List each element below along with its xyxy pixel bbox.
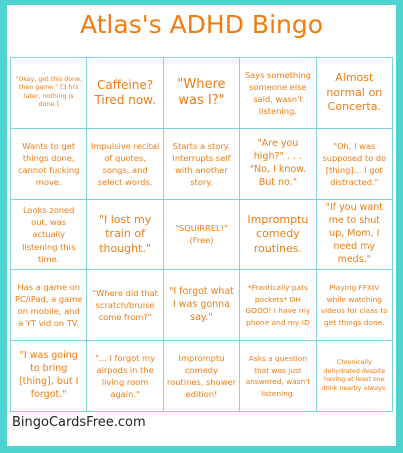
bingo-cell-r3c2: "I lost my train of thought." (87, 200, 163, 271)
bingo-cell-r3c4: Impromptu comedy routines. (240, 200, 316, 271)
bingo-cell-r5c2: "... I forgot my airpods in the living room again." (87, 341, 163, 412)
bingo-cell-r3c3-free: "SQUIRREL!" (Free) (164, 200, 240, 271)
bingo-cell-r2c4: "Are you high?" . . . "No, I know. But no." (240, 129, 316, 200)
bingo-card (7, 5, 396, 446)
bingo-cell-r1c4: Says something someone else said, wasn't listening. (240, 58, 316, 129)
bingo-cell-r4c1: Has a game on PC/iPad, a game on mobile, and a YT vid on TV. (11, 270, 87, 341)
footer-site-link: BingoCardsFree.com (12, 415, 146, 430)
bingo-cell-r4c3: "I forgot what I was gonna say." (164, 270, 240, 341)
bingo-cell-r3c1: Looks zoned out, was actually listening this time. (11, 200, 87, 271)
bingo-cell-r2c3: Starts a story. Interrupts self with another story. (164, 129, 240, 200)
bingo-cell-r4c5: Playing FFXIV while watching videos for class to get things done. (317, 270, 393, 341)
bingo-cell-r2c5: "Oh, I was supposed to do [thing]... I got distracted." (317, 129, 393, 200)
bingo-cell-r1c5: Almost normal on Concerta. (317, 58, 393, 129)
card-title: Atlas's ADHD Bingo (79, 10, 324, 39)
bingo-cell-r2c1: Wants to get things done, cannot fucking move. (11, 129, 87, 200)
bingo-cell-r4c4: *Frantically pats pockets* OH GOOD! I have my phone and my ID (240, 270, 316, 341)
bingo-cell-r5c4: Asks a question that was just answered, wasn't listening. (240, 341, 316, 412)
bingo-cell-r1c2: Caffeine? Tired now. (87, 58, 163, 129)
bingo-cell-r5c5: Chronically dehydrated despite having at least one drink nearby always. (317, 341, 393, 412)
bingo-cell-r4c2: "Where did that scratch/bruise come from?" (87, 270, 163, 341)
bingo-cell-r3c5: "If you want me to shut up, Mom, I need my meds." (317, 200, 393, 271)
bingo-cell-r2c2: Impulsive recital of quotes, songs, and select words. (87, 129, 163, 200)
bingo-cell-r1c3: "Where was I?" (164, 58, 240, 129)
bingo-cell-r5c1: "I was going to bring [thing], but I forgot." (11, 341, 87, 412)
bingo-cell-r1c1: "Okay, get this done, then game." [3 hrs later, nothing is done.] (11, 58, 87, 129)
bingo-cell-r5c3: Impromptu comedy routines, shower edition! (164, 341, 240, 412)
bingo-grid (10, 57, 393, 412)
